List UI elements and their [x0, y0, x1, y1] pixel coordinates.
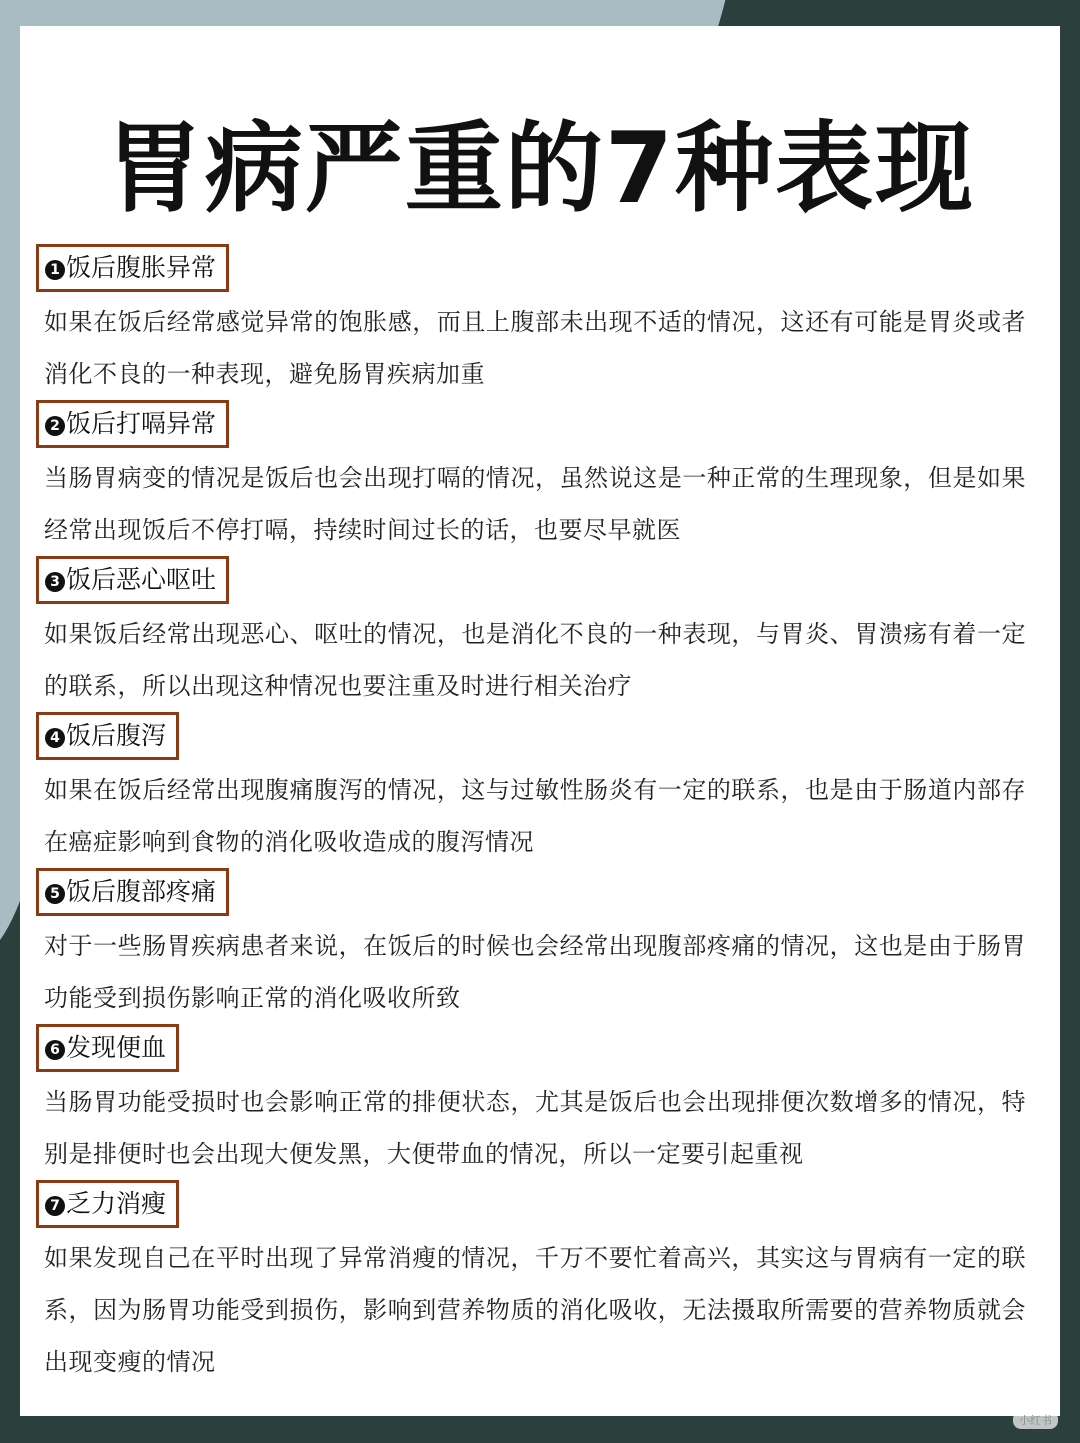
section-heading	[36, 1024, 179, 1072]
section-2	[36, 400, 1026, 556]
section-heading-text: 乏力消瘦	[66, 1189, 167, 1218]
section-6	[36, 1024, 1026, 1180]
section-heading-text: 饭后腹泻	[66, 721, 167, 750]
number-badge-icon: 6	[45, 1040, 65, 1060]
section-body: 如果饭后经常出现恶心、呕吐的情况，也是消化不良的一种表现，与胃炎、胃溃疡有着一定的联系，所以出现这种情况也要注重及时进行相关治疗	[44, 620, 1026, 700]
section-5	[36, 868, 1026, 1024]
number-badge-icon: 3	[45, 572, 65, 592]
section-body: 如果在饭后经常感觉异常的饱胀感，而且上腹部未出现不适的情况，这还有可能是胃炎或者消化不良的一种表现，避免肠胃疾病加重	[44, 308, 1026, 388]
section-body: 当肠胃病变的情况是饭后也会出现打嗝的情况，虽然说这是一种正常的生理现象，但是如果经常出现饭后不停打嗝，持续时间过长的话，也要尽早就医	[44, 464, 1026, 544]
section-7	[36, 1180, 1026, 1388]
section-heading	[36, 712, 179, 760]
sections-list	[36, 244, 1026, 1388]
section-body: 当肠胃功能受损时也会影响正常的排便状态，尤其是饭后也会出现排便次数增多的情况，特别是排便时也会出现大便发黑，大便带血的情况，所以一定要引起重视	[44, 1088, 1026, 1168]
section-body: 如果发现自己在平时出现了异常消瘦的情况，千万不要忙着高兴，其实这与胃病有一定的联系，因为肠胃功能受到损伤，影响到营养物质的消化吸收，无法摄取所需要的营养物质就会出现变瘦的情况	[44, 1244, 1026, 1376]
section-heading	[36, 556, 229, 604]
number-badge-icon: 7	[45, 1196, 65, 1216]
number-badge-icon: 5	[45, 884, 65, 904]
page-title: 胃病严重的7种表现	[104, 112, 976, 226]
section-body: 如果在饭后经常出现腹痛腹泻的情况，这与过敏性肠炎有一定的联系，也是由于肠道内部存在癌症影响到食物的消化吸收造成的腹泻情况	[44, 776, 1026, 856]
section-1	[36, 244, 1026, 400]
section-heading	[36, 868, 229, 916]
watermark: 小红书	[1013, 1411, 1058, 1429]
section-heading-text: 饭后恶心呕吐	[66, 565, 217, 594]
section-heading	[36, 400, 229, 448]
number-badge-icon: 4	[45, 728, 65, 748]
section-heading-text: 发现便血	[66, 1033, 167, 1062]
section-heading-text: 饭后腹部疼痛	[66, 877, 217, 906]
content-card	[20, 26, 1060, 1416]
section-4	[36, 712, 1026, 868]
section-heading	[36, 1180, 179, 1228]
section-heading-text: 饭后腹胀异常	[66, 253, 217, 282]
section-heading-text: 饭后打嗝异常	[66, 409, 217, 438]
number-badge-icon: 1	[45, 260, 65, 280]
section-3	[36, 556, 1026, 712]
section-heading	[36, 244, 229, 292]
number-badge-icon: 2	[45, 416, 65, 436]
section-body: 对于一些肠胃疾病患者来说，在饭后的时候也会经常出现腹部疼痛的情况，这也是由于肠胃功能受到损伤影响正常的消化吸收所致	[44, 932, 1026, 1012]
